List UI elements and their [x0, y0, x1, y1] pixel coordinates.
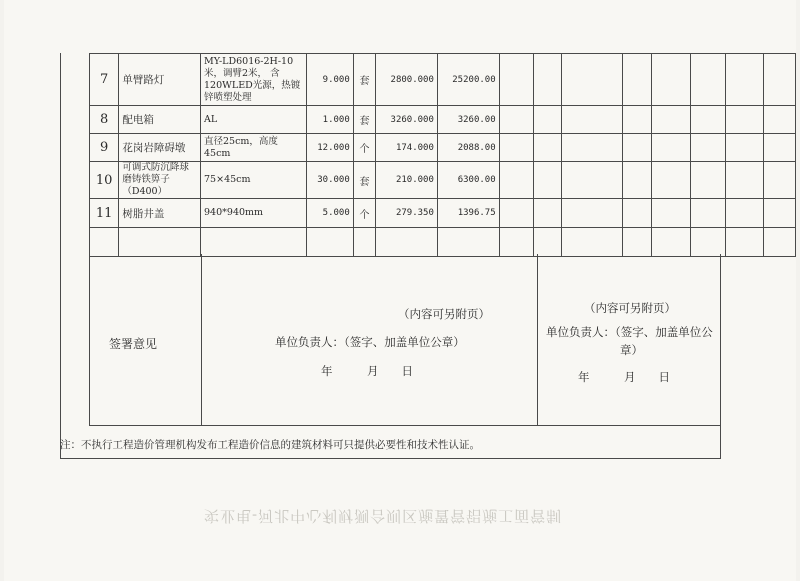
total-price: 25200.00	[437, 54, 499, 106]
construction-unit-signature-cell	[202, 254, 538, 425]
signature-section	[89, 254, 721, 426]
unit-price: 279.350	[376, 199, 438, 228]
table-row	[90, 162, 796, 199]
total-price: 2088.00	[437, 134, 499, 162]
material-spec: 直径25cm，高度45cm	[201, 134, 307, 162]
total-price: 6300.00	[437, 162, 499, 199]
signature-label: 签署意见	[109, 337, 158, 351]
material-spec: 75×45cm	[201, 162, 307, 199]
unit: 套	[353, 162, 375, 199]
supervisor-unit-signature-cell	[538, 254, 722, 425]
materials-table	[89, 53, 796, 257]
table-row	[90, 134, 796, 162]
row-number: 7	[90, 54, 119, 106]
table-row	[90, 199, 796, 228]
quantity: 12.000	[306, 134, 353, 162]
table-row	[90, 54, 796, 106]
signature-label-cell	[90, 254, 202, 425]
table-row-empty	[90, 228, 796, 257]
unit: 套	[353, 106, 375, 134]
material-name: 配电箱	[119, 106, 201, 134]
row-number: 8	[90, 106, 119, 134]
attach-note: （内容可另附页）	[584, 301, 676, 315]
quantity: 1.000	[306, 106, 353, 134]
row-number: 10	[90, 162, 119, 199]
attach-note: （内容可另附页）	[398, 307, 490, 321]
unit: 个	[353, 199, 375, 228]
material-name: 单臂路灯	[119, 54, 201, 106]
responsible-person-label: 单位负责人：（签字、加盖单位公	[546, 325, 713, 339]
unit: 套	[353, 54, 375, 106]
unit-price: 210.000	[376, 162, 438, 199]
date-label: 年 月 日	[578, 370, 670, 384]
material-spec: 940*940mm	[201, 199, 307, 228]
unit: 个	[353, 134, 375, 162]
material-spec: MY-LD6016-2H-10米，调臂2米， 含120WLED光源，热镀锌喷塑处理	[201, 54, 307, 106]
material-name: 可调式防沉降球磨铸铁箅子（D400）	[119, 162, 201, 199]
table-row	[90, 106, 796, 134]
material-name: 树脂井盖	[119, 199, 201, 228]
total-price: 3260.00	[437, 106, 499, 134]
unit-price: 3260.000	[376, 106, 438, 134]
document-page	[4, 0, 796, 581]
row-number: 9	[90, 134, 119, 162]
unit-price: 174.000	[376, 134, 438, 162]
quantity: 30.000	[306, 162, 353, 199]
total-price: 1396.75	[437, 199, 499, 228]
bleed-through-text: 实业电-河北中心利财测合则区施置管铝施工面管制	[204, 507, 563, 525]
responsible-person-label: 单位负责人：（签字、加盖单位公章）	[275, 335, 465, 349]
row-number: 11	[90, 199, 119, 228]
material-name: 花岗岩障碍墩	[119, 134, 201, 162]
footnote: 注：不执行工程造价管理机构发布工程造价信息的建筑材料可只提供必要性和技术性认证。	[60, 439, 480, 451]
date-label: 年 月 日	[321, 364, 413, 378]
material-spec: AL	[201, 106, 307, 134]
responsible-person-label-cont: 章）	[620, 343, 643, 357]
quantity: 5.000	[306, 199, 353, 228]
left-margin-column	[60, 53, 89, 459]
unit-price: 2800.000	[376, 54, 438, 106]
quantity: 9.000	[306, 54, 353, 106]
